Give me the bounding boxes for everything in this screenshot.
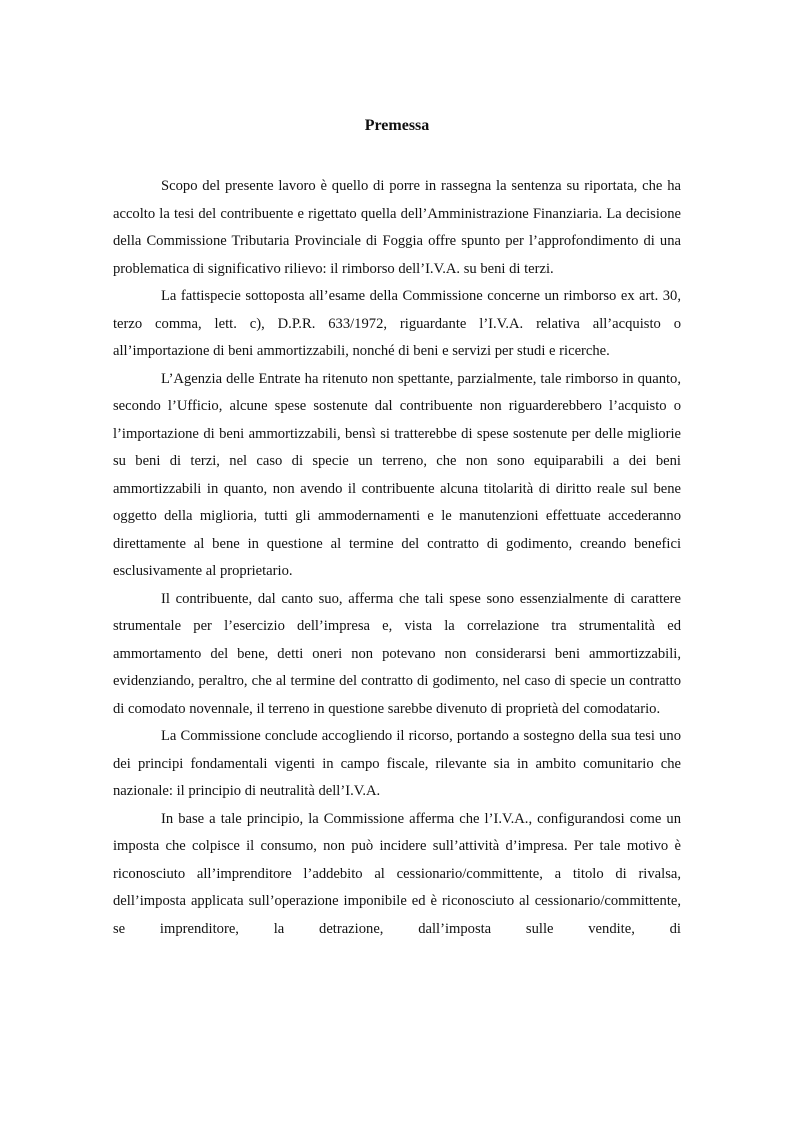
paragraph-3: L’Agenzia delle Entrate ha ritenuto non spettante, parzialmente, tale rimborso in quanto, secondo l’Ufficio, alcune spese sostenute dal contribuente non riguarderebbero l’acquisto o l’importazione di beni ammortizzabili, bensì si tratterebbe di spese sostenute per delle migliorie su beni di terzi, nel caso di specie un terreno, che non sono equiparabili a dei beni ammortizzabili in quanto, non avendo il contribuente alcuna titolarità di diritto reale sul bene oggetto della miglioria, tutti gli ammodernamenti e le manutenzioni effettuate accederanno direttamente al bene in questione al termine del contratto di godimento, creando benefici esclusivamente al proprietario. (113, 370, 681, 579)
document-body (113, 173, 681, 943)
paragraph-5: La Commissione conclude accogliendo il ricorso, portando a sostegno della sua tesi uno dei principi fondamentali vigenti in campo fiscale, rilevante sia in ambito comunitario che nazionale: il principio di neutralità dell’I.V.A. (113, 728, 681, 799)
paragraph-2: La fattispecie sottoposta all’esame della Commissione concerne un rimborso ex art. 30, terzo comma, lett. c), D.P.R. 633/1972, riguardante l’I.V.A. relativa all’acquisto o all’importazione di beni ammortizzabili, nonché di beni e servizi per studi e ricerche. (113, 288, 681, 359)
paragraph-4: Il contribuente, dal canto suo, afferma che tali spese sono essenzialmente di carattere strumentale per l’esercizio dell’impresa e, vista la correlazione tra strumentalità ed ammortamento del bene, detti oneri non potevano non considerarsi beni ammortizzabili, evidenziando, peraltro, che al termine del contratto di godimento, nel caso di specie un contratto di comodato novennale, il terreno in questione sarebbe divenuto di proprietà del comodatario. (113, 590, 681, 717)
paragraph-6: In base a tale principio, la Commissione afferma che l’I.V.A., configurandosi come un imposta che colpisce il consumo, non può incidere sull’attività d’impresa. Per tale motivo è riconosciuto all’imprenditore l’addebito al cessionario/committente, a titolo di rivalsa, dell’imposta applicata sull’operazione imponibile ed è riconosciuto al cessionario/committente, se imprenditore, la detrazione, dall’imposta sulle vendite, di (113, 810, 681, 937)
paragraph-1: Scopo del presente lavoro è quello di porre in rassegna la sentenza su riportata, che ha accolto la tesi del contribuente e rigettato quella dell’Amministrazione Finanziaria. La decisione della Commissione Tributaria Provinciale di Foggia offre spunto per l’approfondimento di una problematica di significativo rilievo: il rimborso dell’I.V.A. su beni di terzi. (113, 178, 681, 277)
page-title: Premessa (364, 117, 430, 134)
document-page (113, 112, 681, 943)
